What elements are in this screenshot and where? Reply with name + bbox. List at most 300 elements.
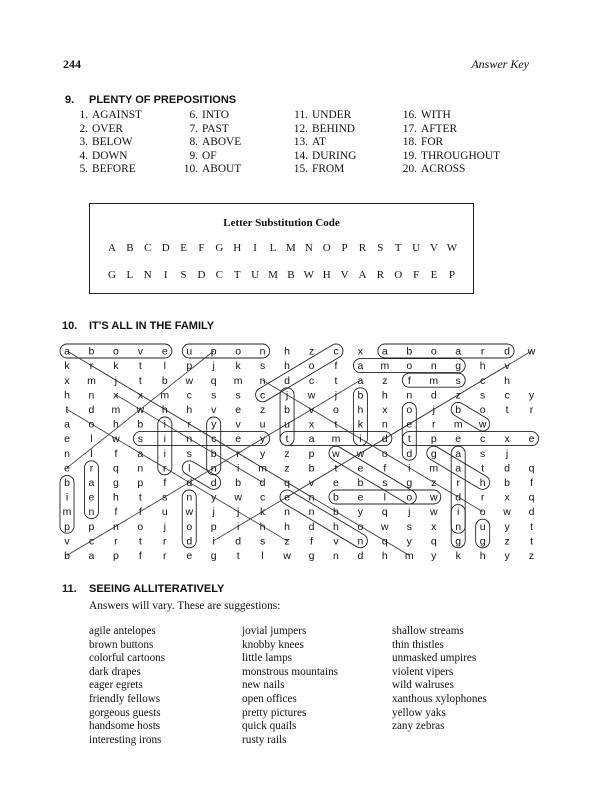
grid-letter: e bbox=[64, 462, 70, 475]
grid-letter: m bbox=[404, 550, 414, 562]
grid-letter: p bbox=[88, 520, 95, 533]
grid-letter: r bbox=[163, 535, 167, 548]
grid-letter: j bbox=[212, 360, 215, 373]
grid-letter: k bbox=[113, 360, 119, 373]
grid-letter: x bbox=[504, 491, 510, 504]
grid-letter: o bbox=[88, 418, 95, 431]
answer-loop bbox=[277, 487, 370, 550]
code-row-plain bbox=[104, 242, 460, 254]
grid-letter: g bbox=[455, 535, 462, 548]
grid-letter: w bbox=[356, 447, 365, 460]
answer-loop bbox=[326, 444, 419, 507]
grid-letter: v bbox=[211, 404, 217, 416]
grid-letter: s bbox=[480, 389, 486, 402]
grid-letter: j bbox=[212, 506, 215, 519]
alliteration-phrase: dark drapes bbox=[89, 665, 141, 678]
grid-letter: s bbox=[211, 389, 217, 402]
code-letter: O bbox=[322, 242, 331, 254]
preposition-number: 6. bbox=[189, 109, 198, 121]
grid-letter: z bbox=[284, 447, 290, 460]
grid-letter: x bbox=[431, 520, 437, 533]
grid-letter: f bbox=[407, 374, 411, 387]
grid-letter: z bbox=[504, 535, 510, 548]
grid-letter: r bbox=[480, 345, 485, 358]
grid-letter: n bbox=[381, 418, 388, 431]
preposition-word: OF bbox=[202, 149, 217, 162]
code-letter: M bbox=[268, 269, 278, 281]
grid-letter: i bbox=[212, 535, 215, 548]
section-9-title: PLENTY OF PREPOSITIONS bbox=[89, 94, 237, 106]
grid-letter: g bbox=[112, 477, 119, 489]
grid-letter: a bbox=[137, 447, 144, 460]
grid-letter: b bbox=[235, 477, 242, 489]
alliteration-phrase: unmasked umpires bbox=[392, 652, 477, 665]
grid-letter: d bbox=[284, 374, 290, 387]
preposition-item bbox=[180, 109, 241, 123]
grid-letter: n bbox=[88, 389, 95, 402]
alliteration-phrase: rusty rails bbox=[242, 733, 287, 746]
grid-letter: y bbox=[406, 535, 412, 548]
grid-letter: w bbox=[332, 447, 340, 460]
preposition-number: 1. bbox=[79, 109, 88, 121]
running-head: Answer Key bbox=[471, 57, 529, 71]
preposition-number: 9. bbox=[189, 149, 198, 162]
preposition-number: 11. bbox=[294, 109, 308, 121]
grid-letter: h bbox=[284, 520, 290, 533]
grid-letter: u bbox=[259, 418, 266, 431]
preposition-item bbox=[70, 123, 142, 137]
preposition-item bbox=[180, 150, 241, 164]
preposition-item bbox=[399, 123, 500, 137]
grid-letter: x bbox=[64, 374, 70, 387]
grid-letter: u bbox=[161, 506, 168, 519]
grid-letter: s bbox=[235, 389, 241, 402]
grid-letter: m bbox=[429, 462, 439, 475]
code-letter: U bbox=[251, 269, 260, 281]
grid-letter: r bbox=[89, 462, 94, 475]
grid-letter: m bbox=[258, 462, 267, 475]
grid-letter: n bbox=[186, 433, 193, 446]
grid-letter: c bbox=[333, 345, 339, 358]
grid-letter: l bbox=[90, 447, 93, 460]
grid-letter: s bbox=[406, 520, 412, 533]
grid-letter: a bbox=[308, 433, 315, 446]
grid-letter: d bbox=[357, 550, 364, 562]
grid-letter: o bbox=[406, 360, 413, 373]
alliteration-phrase: gorgeous guests bbox=[89, 706, 161, 719]
grid-letter: z bbox=[382, 374, 388, 387]
grid-letter: x bbox=[113, 389, 119, 402]
preposition-number: 20. bbox=[402, 163, 417, 176]
grid-letter: a bbox=[357, 374, 364, 387]
answer-loop bbox=[378, 344, 514, 358]
grid-letter: w bbox=[112, 433, 120, 446]
preposition-number: 19. bbox=[402, 149, 417, 162]
alliteration-phrase: jovial jumpers bbox=[242, 625, 307, 637]
grid-letter: n bbox=[406, 389, 413, 402]
grid-letter: e bbox=[455, 433, 462, 446]
grid-letter: n bbox=[137, 462, 144, 475]
grid-letter: c bbox=[480, 433, 486, 446]
grid-letter: e bbox=[186, 550, 193, 562]
grid-letter: i bbox=[236, 520, 240, 533]
grid-letter: z bbox=[528, 550, 535, 562]
grid-letter: l bbox=[383, 491, 387, 504]
grid-letter: g bbox=[308, 550, 315, 562]
grid-letter: m bbox=[160, 389, 170, 402]
grid-letter: l bbox=[163, 360, 166, 373]
alliteration-column-2 bbox=[242, 625, 338, 747]
preposition-item bbox=[180, 163, 241, 177]
grid-letter: p bbox=[210, 520, 217, 533]
alliteration-phrase: knobby knees bbox=[242, 638, 304, 651]
preposition-word: FROM bbox=[312, 163, 345, 176]
grid-letter: f bbox=[138, 550, 142, 562]
grid-letter: r bbox=[187, 418, 191, 431]
code-letter: L bbox=[126, 269, 134, 281]
code-letter: D bbox=[197, 269, 206, 281]
alliteration-phrase: zany zebras bbox=[392, 720, 445, 733]
grid-letter: w bbox=[527, 345, 536, 358]
grid-letter: o bbox=[381, 447, 388, 460]
grid-letter: n bbox=[259, 374, 266, 387]
grid-letter: h bbox=[64, 389, 70, 402]
alliteration-phrase: little lamps bbox=[242, 652, 293, 665]
prepositions-column-2 bbox=[180, 109, 241, 177]
grid-letter: e bbox=[235, 404, 242, 416]
code-letter: T bbox=[233, 269, 241, 281]
grid-letter: t bbox=[407, 433, 411, 446]
grid-letter: y bbox=[528, 389, 535, 402]
preposition-number: 5. bbox=[79, 163, 88, 176]
grid-letter: h bbox=[504, 374, 511, 387]
grid-letter: w bbox=[503, 506, 511, 519]
grid-letter: m bbox=[429, 374, 439, 387]
grid-letter: f bbox=[114, 447, 118, 460]
grid-letter: e bbox=[284, 491, 290, 504]
grid-letter: a bbox=[455, 462, 462, 475]
preposition-number: 2. bbox=[79, 122, 88, 135]
grid-letter: m bbox=[233, 374, 243, 387]
preposition-number: 4. bbox=[79, 149, 88, 162]
grid-letter: m bbox=[62, 506, 72, 519]
grid-letter: y bbox=[211, 418, 217, 431]
grid-letter: b bbox=[210, 447, 217, 460]
preposition-item bbox=[399, 163, 500, 177]
grid-letter: l bbox=[188, 462, 191, 475]
code-letter: P bbox=[341, 242, 348, 254]
grid-letter: j bbox=[408, 506, 411, 519]
grid-letter: s bbox=[455, 374, 461, 387]
grid-letter: t bbox=[236, 550, 240, 562]
alliteration-column-1 bbox=[89, 625, 165, 747]
alliteration-phrase: wild walruses bbox=[392, 679, 454, 692]
code-box-title: Letter Substitution Code bbox=[223, 217, 340, 229]
word-search-svg bbox=[60, 343, 536, 565]
grid-letter: u bbox=[479, 520, 486, 533]
letter-substitution-code-box bbox=[89, 203, 474, 294]
grid-letter: b bbox=[406, 345, 413, 358]
grid-letter: g bbox=[210, 550, 217, 562]
grid-letter: r bbox=[529, 404, 534, 416]
grid-letter: z bbox=[431, 477, 437, 489]
grid-letter: e bbox=[406, 418, 413, 431]
grid-letter: w bbox=[136, 404, 145, 416]
code-letter: C bbox=[144, 242, 152, 254]
grid-letter: b bbox=[333, 506, 339, 519]
grid-letter: f bbox=[383, 462, 387, 475]
grid-letter: y bbox=[504, 550, 510, 562]
preposition-word: DOWN bbox=[92, 149, 128, 162]
grid-letter: c bbox=[480, 374, 486, 387]
grid-letter: r bbox=[456, 477, 460, 489]
grid-letter: w bbox=[185, 506, 194, 519]
grid-letter: t bbox=[138, 374, 142, 387]
code-letter: W bbox=[303, 269, 314, 281]
grid-letter: x bbox=[382, 404, 388, 416]
grid-letter: t bbox=[285, 433, 289, 446]
code-letter: R bbox=[376, 269, 385, 281]
grid-letter: e bbox=[88, 491, 95, 504]
grid-letter: h bbox=[161, 404, 168, 416]
grid-letter: i bbox=[236, 462, 240, 475]
grid-letter: t bbox=[530, 520, 534, 533]
grid-letter: n bbox=[284, 506, 290, 519]
preposition-item bbox=[70, 136, 142, 150]
preposition-word: BEFORE bbox=[92, 163, 136, 176]
alliteration-phrase: brown buttons bbox=[89, 638, 154, 651]
grid-letter: h bbox=[381, 550, 388, 562]
code-letter: E bbox=[180, 242, 187, 254]
grid-letter: h bbox=[112, 491, 119, 504]
section-9-number: 9. bbox=[65, 94, 75, 106]
grid-letter: r bbox=[432, 418, 436, 431]
grid-letter: u bbox=[284, 418, 290, 431]
preposition-item bbox=[290, 163, 356, 177]
grid-letter: t bbox=[481, 462, 485, 475]
grid-letter: a bbox=[455, 345, 462, 358]
answer-loop bbox=[402, 432, 538, 446]
preposition-word: FOR bbox=[421, 136, 444, 149]
grid-letter: x bbox=[357, 345, 364, 358]
grid-letter: c bbox=[88, 535, 95, 548]
grid-letter: e bbox=[235, 433, 242, 446]
preposition-item bbox=[399, 136, 500, 150]
grid-letter: o bbox=[479, 506, 486, 519]
grid-letter: l bbox=[90, 433, 93, 446]
grid-letter: p bbox=[137, 477, 144, 489]
grid-letter: h bbox=[333, 520, 339, 533]
grid-letter: h bbox=[479, 550, 486, 562]
grid-letter: a bbox=[64, 418, 70, 431]
grid-letter: o bbox=[333, 404, 339, 416]
grid-letter: o bbox=[406, 491, 413, 504]
grid-letter: y bbox=[504, 520, 510, 533]
code-letter: D bbox=[161, 242, 170, 254]
grid-letter: h bbox=[479, 360, 486, 373]
preposition-item bbox=[290, 123, 356, 137]
grid-letter: v bbox=[64, 535, 70, 548]
code-letter: P bbox=[448, 269, 455, 281]
grid-letter: g bbox=[479, 535, 486, 548]
grid-letter: a bbox=[455, 447, 462, 460]
grid-letter: v bbox=[333, 535, 339, 548]
grid-letter: d bbox=[455, 491, 462, 504]
grid-letter: e bbox=[161, 345, 168, 358]
grid-letter: z bbox=[284, 462, 290, 475]
grid-letter: s bbox=[186, 447, 192, 460]
grid-letter: q bbox=[112, 462, 119, 475]
alliteration-phrase: pretty pictures bbox=[242, 706, 307, 719]
preposition-item bbox=[180, 123, 241, 137]
grid-letter: b bbox=[308, 462, 315, 475]
grid-letter: w bbox=[429, 491, 438, 504]
grid-letter: e bbox=[357, 462, 364, 475]
preposition-number: 13. bbox=[293, 136, 308, 149]
alliteration-phrase: monstrous mountains bbox=[242, 665, 339, 678]
grid-letter: t bbox=[530, 535, 534, 548]
grid-letter: y bbox=[211, 491, 217, 504]
grid-letter: t bbox=[334, 462, 338, 475]
answer-strike-line bbox=[88, 366, 311, 497]
grid-letter: b bbox=[88, 345, 95, 358]
grid-letter: h bbox=[479, 477, 486, 489]
grid-letter: q bbox=[381, 535, 388, 548]
grid-letter: j bbox=[505, 447, 509, 460]
grid-letter: d bbox=[504, 345, 511, 358]
grid-letter: q bbox=[528, 491, 535, 504]
answer-loop bbox=[253, 341, 346, 404]
preposition-number: 17. bbox=[402, 122, 417, 135]
grid-letter: o bbox=[406, 404, 413, 416]
grid-letter: n bbox=[357, 535, 364, 548]
grid-letter: d bbox=[186, 477, 193, 489]
alliteration-column-3 bbox=[392, 625, 487, 734]
preposition-word: ABOUT bbox=[202, 163, 242, 176]
answer-strike-line bbox=[67, 409, 290, 540]
grid-letter: d bbox=[528, 506, 535, 519]
grid-letter: b bbox=[357, 477, 364, 489]
grid-letter: b bbox=[161, 374, 168, 387]
grid-letter: i bbox=[163, 447, 166, 460]
grid-letter: s bbox=[259, 535, 266, 548]
grid-letter: n bbox=[333, 550, 339, 562]
answer-loop bbox=[133, 432, 269, 446]
preposition-word: ABOVE bbox=[202, 136, 242, 149]
preposition-word: WITH bbox=[421, 109, 451, 121]
prepositions-column-1 bbox=[70, 109, 142, 177]
alliteration-phrase: yellow yaks bbox=[392, 706, 446, 719]
grid-letter: h bbox=[186, 404, 193, 416]
section-10-title: IT'S ALL IN THE FAMILY bbox=[89, 320, 215, 332]
grid-letter: p bbox=[112, 550, 119, 562]
grid-letter: i bbox=[359, 433, 362, 446]
section-11-number: 11. bbox=[62, 583, 77, 595]
grid-letter: b bbox=[455, 404, 462, 416]
preposition-word: AFTER bbox=[421, 122, 458, 135]
grid-letter: n bbox=[430, 360, 437, 373]
code-letter: S bbox=[377, 242, 384, 254]
grid-letter: s bbox=[480, 447, 486, 460]
code-letter: W bbox=[446, 242, 458, 254]
grid-letter: i bbox=[163, 433, 166, 446]
grid-letter: y bbox=[357, 506, 364, 519]
alliteration-phrase: quick quails bbox=[242, 720, 297, 733]
grid-letter: q bbox=[284, 477, 290, 489]
grid-letter: r bbox=[163, 462, 167, 475]
code-letter: M bbox=[286, 242, 296, 254]
grid-letter: r bbox=[163, 550, 167, 562]
grid-letter: d bbox=[308, 520, 315, 533]
grid-letter: b bbox=[64, 477, 70, 489]
grid-letter: d bbox=[406, 447, 413, 460]
grid-letter: f bbox=[114, 506, 118, 519]
code-letter: V bbox=[340, 269, 349, 281]
grid-letter: c bbox=[259, 389, 266, 402]
alliteration-phrase: shallow streams bbox=[392, 625, 464, 637]
grid-letter: i bbox=[408, 462, 411, 475]
code-letter: H bbox=[322, 269, 331, 281]
grid-letter: o bbox=[430, 345, 437, 358]
grid-letter: d bbox=[88, 404, 95, 416]
code-letter: C bbox=[215, 269, 224, 281]
preposition-word: UNDER bbox=[312, 109, 352, 121]
grid-letter: n bbox=[186, 491, 193, 504]
grid-letter: g bbox=[455, 360, 462, 373]
grid-letter: b bbox=[504, 477, 511, 489]
grid-letter: i bbox=[163, 418, 166, 431]
grid-letter: o bbox=[308, 360, 315, 373]
code-letter: H bbox=[233, 242, 242, 254]
grid-letter: i bbox=[65, 491, 69, 504]
grid-letter: j bbox=[432, 404, 435, 416]
grid-letter: v bbox=[308, 404, 315, 416]
grid-letter: z bbox=[284, 535, 290, 548]
code-letter: F bbox=[198, 242, 205, 254]
alliteration-phrase: violent vipers bbox=[392, 665, 454, 678]
grid-letter: d bbox=[504, 462, 511, 475]
grid-letter: d bbox=[210, 477, 217, 489]
grid-letter: w bbox=[478, 418, 487, 431]
grid-letter: v bbox=[504, 360, 510, 373]
grid-letter: b bbox=[284, 404, 290, 416]
preposition-item bbox=[70, 109, 142, 123]
grid-letter: w bbox=[185, 374, 194, 387]
grid-letter: h bbox=[284, 345, 290, 358]
grid-letter: k bbox=[357, 418, 364, 431]
grid-letter: n bbox=[455, 520, 462, 533]
grid-letter: r bbox=[114, 535, 118, 548]
grid-letter: e bbox=[357, 491, 364, 504]
grid-letter: k bbox=[64, 360, 70, 373]
alliteration-phrase: handsome hosts bbox=[89, 720, 161, 733]
prepositions-column-3 bbox=[290, 109, 356, 177]
grid-letter: o bbox=[479, 404, 486, 416]
grid-letter: w bbox=[429, 506, 438, 519]
grid-letter: r bbox=[89, 360, 94, 373]
code-letter: S bbox=[180, 269, 187, 281]
preposition-number: 12. bbox=[293, 122, 308, 135]
preposition-number: 16. bbox=[402, 109, 417, 121]
preposition-item bbox=[290, 109, 356, 123]
grid-letter: i bbox=[457, 506, 460, 519]
grid-letter: h bbox=[381, 389, 388, 402]
grid-letter: g bbox=[430, 447, 437, 460]
preposition-word: AT bbox=[312, 136, 326, 149]
grid-letter: m bbox=[453, 418, 463, 431]
grid-letter: d bbox=[381, 433, 388, 446]
grid-letter: f bbox=[163, 477, 167, 489]
